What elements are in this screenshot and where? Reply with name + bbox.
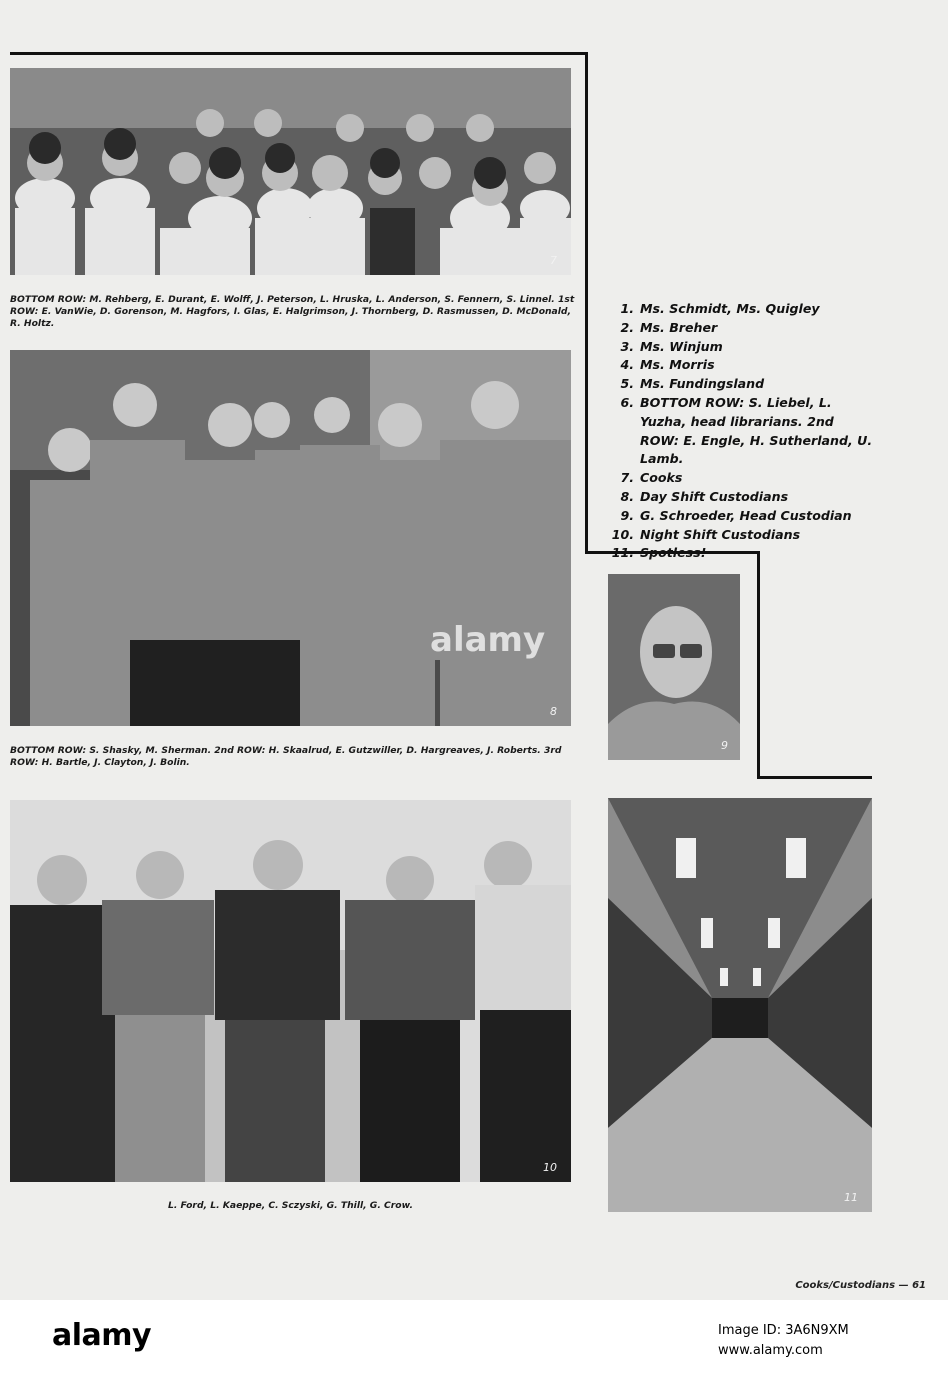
photo-number-10: 10 [543,1161,557,1174]
brand-logo: alamy [52,1318,152,1353]
frame-line-top [10,52,587,55]
photo-number-7: 7 [550,254,557,267]
legend-item: 2. Ms. Breher [620,319,718,335]
photo-night-shift-custodians [10,800,571,1182]
legend-item: 9. G. Schroeder, Head Custodian [620,507,852,523]
photo-number-11: 11 [844,1191,858,1204]
photo-head-custodian [608,574,740,760]
legend-item: 10. Night Shift Custodians [611,526,801,542]
frame-line-right-lower [757,551,760,778]
caption-cooks: BOTTOM ROW: M. Rehberg, E. Durant, E. Wolff, J. Peterson, L. Hruska, L. Anderson, S. Fennern, S. Linnel. 1st ROW: E. VanWie, D. Gorenson, M. Hagfors, I. Glas, E. Halgrimson, J. Thornberg, D. Rasmussen, D. McDonald, R. Holtz. [10,294,575,329]
watermark-center: alamy [430,620,546,660]
legend-item: 11. Spotless! [611,545,707,561]
photo-hallway [608,798,872,1212]
photo-legend-list [610,300,876,563]
photo-cooks [10,68,571,275]
legend-item: 7. Cooks [620,470,683,486]
frame-line-right-upper [585,52,588,553]
photo-number-9: 9 [721,739,728,752]
image-id: Image ID: 3A6N9XM [718,1323,849,1338]
legend-item: 6. BOTTOM ROW: S. Liebel, L. Yuzha, head librarians. 2nd ROW: E. Engle, H. Sutherland, U. Lamb. [620,394,873,467]
legend-item: 1. Ms. Schmidt, Ms. Quigley [620,301,820,316]
photo-day-shift-custodians [10,350,571,726]
legend-item: 3. Ms. Winjum [620,338,723,354]
legend-item: 8. Day Shift Custodians [620,488,789,504]
caption-day-shift: BOTTOM ROW: S. Shasky, M. Sherman. 2nd ROW: H. Skaalrud, E. Gutzwiller, D. Hargreaves, J. Roberts. 3rd ROW: H. Bartle, J. Clayton, J. Bolin. [10,745,562,768]
caption-night-shift: L. Ford, L. Kaeppe, C. Sczyski, G. Thill, G. Crow. [168,1200,414,1211]
frame-line-bottom-right [757,776,872,779]
page-footer: Cooks/Custodians — 61 [795,1280,926,1291]
brand-url: www.alamy.com [718,1343,823,1358]
legend-item: 5. Ms. Fundingsland [620,376,765,392]
photo-number-8: 8 [550,705,557,718]
legend-item: 4. Ms. Morris [620,357,715,373]
